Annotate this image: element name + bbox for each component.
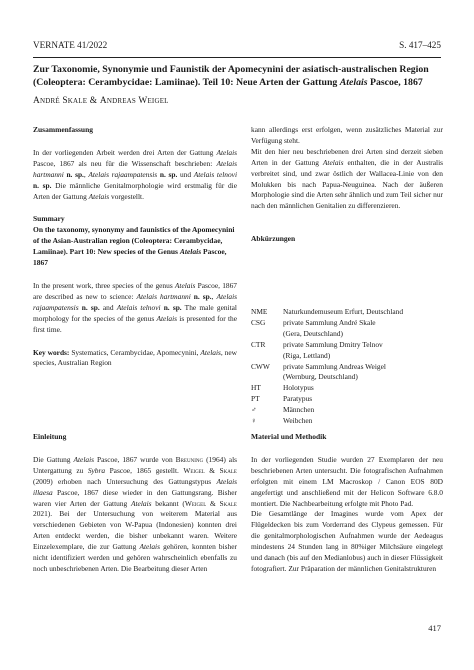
abbreviation-row [251, 416, 443, 427]
abbreviation-list [251, 307, 443, 427]
abbreviation-row [251, 405, 443, 416]
right-column-top [251, 125, 443, 245]
abbreviation-location: (Riga, Lettland) [283, 350, 331, 360]
abbreviation-row [251, 394, 443, 405]
abbreviation-value: private Sammlung André Skale [283, 317, 376, 327]
methodik-paragraph-2: Die Gesamtlänge der Imagines wurde vom Apex der Flügeldecken bis zum Vorderrand des Clypeus gemessen. Für die genitalmorphologischen Aufnahmen wurde der Aedeagus mindestens 24 Stunden lang in 80%iger Milchsäure eingelegt und danach (bis auf den Medianlobus) auch in dieser Flüssigkeit fotografiert. Zur Präparation der männlichen Genitalstrukturen [251, 509, 443, 573]
zusammenfassung-text: In der vorliegenden Arbeit werden drei Arten der Gattung Atelais Pascoe, 1867 als neu für die Wissenschaft beschrieben: Atelais hartmanni n. sp., Atelais rajaampatensis n. sp. und Atelais telnovi n. sp. Die männliche Genitalmorphologie wird erstmalig für die Arten der Gattung Atelais vorgestellt. [33, 147, 237, 201]
intro-paragraph-2: Mit den hier neu beschriebenen drei Arten sind derzeit sieben Arten in der Gattung Atelais enthalten, die in der Australis verbreitet sind, und zwar östlich der Wallacea-Linie von den Molukken bis nach Papua-Neuguinea. Nach der äußeren Morphologie sind die Arten sehr ähnlich und zum Teil sicher nur nach den männlichen Genitalien zu differenzieren. [251, 146, 443, 211]
page-number: 417 [428, 623, 441, 633]
abbreviation-value: Naturkundemuseum Erfurt, Deutschland [283, 307, 404, 316]
article-title [33, 64, 443, 90]
abbreviation-row [251, 340, 443, 351]
abbreviation-value: private Sammlung Andreas Weigel [283, 361, 386, 371]
intro-continued: kann allerdings erst erfolgen, wenn zusätzliches Material zur Verfügung steht. [251, 125, 443, 145]
abbreviation-row [251, 307, 443, 318]
abbreviation-key: CTR [251, 339, 266, 349]
abbreviation-key: NME [251, 307, 268, 316]
abbreviation-row [251, 383, 443, 394]
keywords: Key words: Systematics, Cerambycidae, Apomecynini, Atelais, new species, Australian Region [33, 347, 237, 368]
methodik-heading: Material und Methodik [251, 432, 327, 441]
abbreviation-location: (Wernburg, Deutschland) [283, 372, 358, 382]
author-sep: & [87, 96, 100, 106]
abbreviation-location: (Gera, Deutschland) [283, 328, 343, 338]
abbreviation-key: CWW [251, 361, 270, 371]
title-text: Zur Taxonomie, Synonymie und Faunistik der Apomecynini der asiatisch-australischen Region (Coleoptera: Cerambycidae: Lamiinae). Teil 10: Neue Arten der Gattung [33, 64, 429, 88]
abbreviation-key: PT [251, 394, 260, 404]
right-column-bottom [251, 432, 443, 575]
left-column-bottom [33, 432, 237, 575]
abbreviation-key: CSG [251, 317, 266, 327]
abbreviation-key: ♂ [251, 405, 257, 415]
running-header [33, 40, 441, 54]
einleitung-heading: Einleitung [33, 432, 67, 441]
summary-subheading: On the taxonomy, synonymy and faunistics of the Apomecynini of the Asian-Australian region (Coleoptera: Cerambycidae, Lamiinae). Part 10: New species of the Genus Atelais Pascoe, 1867 [33, 225, 235, 268]
title-genus: Atelais [339, 76, 368, 88]
abbreviation-value: Holotypus [283, 383, 314, 393]
journal-name: VERNATE 41/2022 [33, 40, 108, 50]
authors [33, 96, 169, 106]
abbreviation-key: ♀ [251, 416, 257, 426]
left-column-top [33, 125, 237, 369]
einleitung-text: Die Gattung Atelais Pascoe, 1867 wurde von Breuning (1964) als Untergattung zu Sybra Pascoe, 1865 gestellt. Weigel & Skale (2009) erhoben nach Untersuchung des Gattungstypus Atelais illaesa Pascoe, 1867 diese wieder in den Gattungsrang. Bisher waren vier Arten der Gattung Atelais bekannt (Weigel & Skale 2021). Bei der Untersuchung von weiterem Material aus verschiedenen Gebieten von W-Papua (Indonesien) konnten drei Arten entdeckt werden, die bisher unbekannt waren. Weitere Einzelexemplare, die zur Gattung Atelais gehören, konnten bisher nicht identifiziert werden und gehören wahrscheinlich ebenfalls zu noch unbeschriebenen Arten. Die Bearbeitung dieser Arten [33, 454, 238, 573]
page-range: S. 417–425 [399, 40, 441, 50]
abbreviation-row [251, 318, 443, 329]
header-rule [33, 57, 441, 58]
author-2: Andreas Weigel [99, 96, 169, 106]
title-tail: Pascoe, 1867 [367, 76, 423, 88]
methodik-paragraph-1: In der vorliegenden Studie wurden 27 Exemplaren der neu beschriebenen Arten untersucht. Die fotografischen Aufnahmen erfolgten mit einem LM Macroskop / Canon EOS 80D angefertigt und anschließend mit der Helicon Software 6.8.0 montiert. Die Nachbearbeitung erfolgte mit Photo Pad. [251, 454, 443, 508]
author-1: André Skale [33, 96, 88, 106]
abkuerzungen-heading: Abkürzungen [251, 234, 296, 244]
abbreviation-key: HT [251, 383, 261, 393]
summary-text: In the present work, three species of the genus Atelais Pascoe, 1867 are described as new to science: Atelais hartmanni n. sp., Atelais rajaampatensis n. sp. and Atelais telnovi n. sp. The male genital morphology for the species of the genus Atelais is presented for the first time. [33, 280, 237, 334]
abbreviation-row [251, 362, 443, 373]
summary-heading: Summary [33, 214, 65, 224]
zusammenfassung-heading: Zusammenfassung [33, 125, 94, 134]
abbreviation-value: private Sammlung Dmitry Telnov [283, 339, 383, 349]
abbreviation-value: Paratypus [283, 394, 313, 404]
abbreviation-value: Männchen [283, 405, 315, 415]
abbreviation-value: Weibchen [283, 416, 313, 426]
